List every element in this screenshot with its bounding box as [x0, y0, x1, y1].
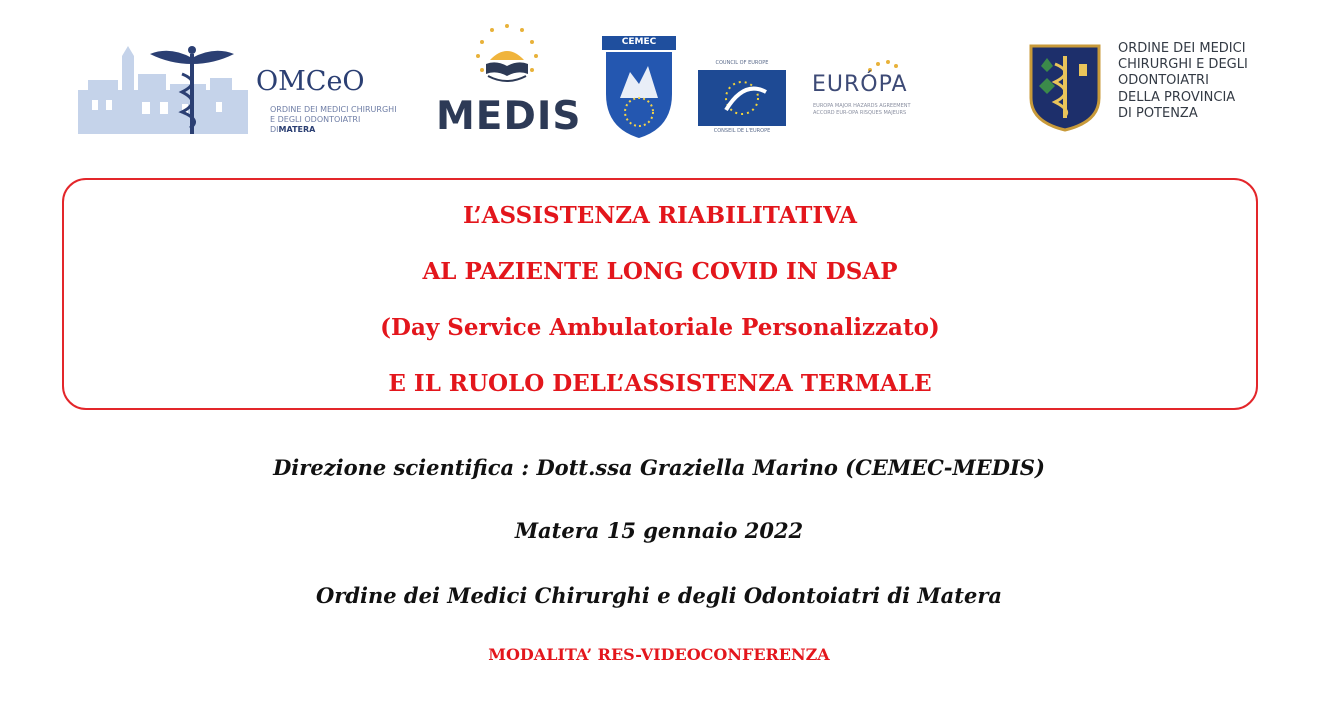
medis-name: MEDIS [436, 94, 582, 139]
europa-tagline-2: ACCORD EUR-OPA RISQUES MAJEURS [813, 110, 907, 116]
omceo-potenza-emblem [1025, 42, 1105, 132]
coe-bottom-caption: CONSEIL DE L'EUROPE [713, 128, 771, 134]
event-date-place: Matera 15 gennaio 2022 [514, 518, 804, 543]
omceo-matera-logo [78, 44, 397, 140]
cemec-shield-icon [602, 36, 676, 140]
medis-logo [432, 20, 582, 140]
omceo-potenza-text: ORDINE DEI MEDICI CHIRURGHI E DEGLI ODONTOIATRI DELLA PROVINCIA DI POTENZA [1118, 41, 1248, 121]
modalita: MODALITA’ RES-VIDEOCONFERENZA [488, 645, 830, 664]
cemec-logo [602, 36, 676, 140]
title-line-1: L’ASSISTENZA RIABILITATIVA [463, 202, 857, 229]
direzione-scientifica: Direzione scientifica : Dott.ssa Graziella Marino (CEMEC-MEDIS) [273, 455, 1045, 480]
europa-tagline-1: EUROPA MAJOR HAZARDS AGREEMENT [813, 103, 911, 109]
matera-skyline-icon [78, 44, 258, 140]
medis-emblem-icon [432, 20, 582, 96]
europa-logo [810, 64, 950, 124]
omceo-matera-city: MATERA [278, 125, 316, 134]
omceo-matera-line3-prefix: DI [270, 125, 279, 134]
omceo-matera-line1: ORDINE DEI MEDICI CHIRURGHI [270, 105, 397, 114]
organizer: Ordine dei Medici Chirurghi e degli Odontoiatri di Matera [315, 583, 1003, 608]
cemec-name: CEMEC [621, 37, 657, 47]
omceo-brand-text: OMCeO [256, 66, 365, 97]
europa-tagline [813, 103, 911, 117]
coe-top-caption: COUNCIL OF EUROPE [715, 60, 769, 66]
title-line-4: E IL RUOLO DELL’ASSISTENZA TERMALE [388, 370, 932, 397]
council-of-europe-logo [696, 60, 788, 138]
potenza-crest-icon [1025, 42, 1105, 132]
omceo-matera-line2: E DEGLI ODONTOIATRI [270, 115, 361, 124]
omceo-matera-subtitle [270, 105, 397, 135]
title-line-3: (Day Service Ambulatoriale Personalizzato) [380, 314, 940, 341]
title-box [62, 178, 1258, 410]
coe-flag-icon [696, 70, 788, 126]
europa-name: EURÓPA [812, 72, 908, 97]
title-line-2: AL PAZIENTE LONG COVID IN DSAP [422, 258, 898, 285]
